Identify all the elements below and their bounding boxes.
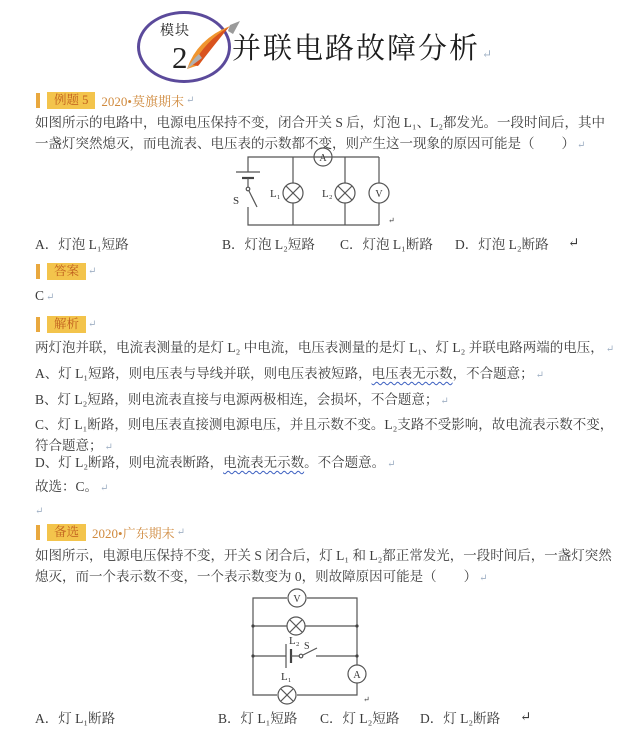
option-d: D．灯 L₂断路 [420, 711, 501, 726]
page-title [232, 26, 494, 67]
answer-section-header [36, 263, 96, 280]
paragraph-mark: ↵ [46, 292, 55, 303]
example-section-header [36, 92, 194, 109]
alt-badge: 备选 [47, 524, 86, 541]
analysis-section-header [36, 316, 96, 333]
paragraph-mark: ↵ [440, 396, 449, 407]
paragraph-mark: ↵ [535, 370, 544, 381]
answer-value [35, 288, 54, 304]
lamp-1-label: L₁ [281, 671, 292, 683]
junction-dot [355, 654, 358, 657]
empty-line [35, 499, 615, 522]
analysis-line-d [35, 452, 615, 475]
paragraph-mark: ↵ [568, 235, 580, 250]
analysis-b-text: B、灯 L₂短路，则电流表直接与电源两极相连，会损坏，不合题意； [35, 392, 439, 407]
switch-label: S [233, 195, 240, 207]
junction-dot [251, 624, 254, 627]
paragraph-mark: ↵ [520, 709, 532, 724]
question-1-text: 如图所示的电路中，电源电压保持不变，闭合开关 S 后，灯泡 L₁、L₂都发光。一段时间后，其中一盏灯突然熄灭，而电流表、电压表的示数都不变，则产生这一现象的原因可能是（ ） [35, 115, 606, 151]
battery-symbol [236, 172, 260, 187]
voltmeter-symbol [369, 183, 389, 203]
example-source: 2020•莫旗期末 [101, 94, 184, 109]
paragraph-mark: ↵ [88, 319, 97, 330]
example-badge: 例题 5 [47, 92, 95, 109]
paragraph-mark: ↵ [479, 573, 488, 584]
battery-symbol [253, 644, 299, 668]
paragraph-mark: ↵ [605, 344, 615, 355]
question-2 [35, 545, 615, 589]
paragraph-mark: ↵ [185, 95, 195, 106]
paragraph-mark: ↵ [482, 47, 495, 61]
analysis-d-pre: D、灯 L₂断路，则电流表断路， [35, 455, 224, 470]
paragraph-mark: ↵ [100, 483, 109, 494]
analysis-conclusion-text: 故选：C。 [35, 479, 99, 494]
junction-dot [355, 624, 358, 627]
option-d: D．灯泡 L₂断路 [455, 237, 549, 252]
analysis-d-post: 。不合题意。 [304, 455, 386, 470]
option-c: C．灯 L₂短路 [320, 711, 400, 726]
option-b: B．灯泡 L₂短路 [222, 237, 315, 252]
module-number: 2 [172, 40, 188, 75]
paragraph-mark: ↵ [577, 140, 586, 151]
page-title-text: 并联电路故障分析 [232, 33, 481, 65]
paragraph-mark: ↵ [104, 442, 113, 453]
voltmeter-symbol [288, 589, 306, 607]
paragraph-mark: ↵ [88, 266, 97, 277]
analysis-d-underlined: 电流表无示数 [223, 455, 305, 470]
switch-symbol [299, 641, 357, 658]
answer-letter: C [35, 288, 45, 303]
section-bar [36, 93, 40, 108]
lamp-2-label: L₂ [289, 635, 300, 647]
question-2-text: 如图所示，电源电压保持不变，开关 S 闭合后，灯 L₁ 和 L₂都正常发光，一段时间后，一盏灯突然熄灭，而一个表示数不变，一个表示数变为 0，则故障原因可能是（ ） [35, 548, 612, 584]
paragraph-mark: ↵ [176, 527, 185, 538]
ammeter-label: A [353, 670, 361, 681]
analysis-a-underlined: 电压表无示数 [371, 366, 453, 381]
voltmeter-label: V [293, 594, 301, 605]
lamp-2-label: L₂ [322, 188, 333, 200]
paragraph-mark: ↵ [387, 459, 396, 470]
module-label: 模块 [160, 24, 190, 39]
switch-symbol [233, 187, 257, 207]
analysis-c-text: C、灯 L₁断路，则电压表直接测电源电压，并且示数不变。L₂支路不受影响，故电流表示数不变，符合题意； [35, 417, 614, 453]
analysis-line-a [35, 363, 615, 386]
lamp-1-symbol [270, 157, 303, 225]
paragraph-mark: ↵ [35, 506, 44, 517]
paragraph-mark: ↵ [363, 695, 370, 704]
ammeter-symbol [348, 665, 366, 683]
section-bar [36, 317, 40, 332]
paragraph-mark: ↵ [388, 216, 395, 225]
analysis-conclusion [35, 476, 615, 499]
junction-dot [251, 654, 254, 657]
lamp-1-symbol [278, 671, 296, 704]
option-b: B．灯 L₁短路 [218, 711, 298, 726]
section-bar [36, 525, 40, 540]
lamp-2-symbol [322, 157, 355, 225]
section-bar [36, 264, 40, 279]
analysis-intro [35, 337, 615, 360]
switch-label: S [304, 641, 310, 652]
alt-source: 2020•广东期末 [92, 526, 175, 541]
analysis-badge: 解析 [47, 316, 86, 333]
lamp-1-label: L₁ [270, 188, 281, 200]
analysis-line-b [35, 389, 615, 412]
analysis-a-post: ，不合题意； [452, 366, 534, 381]
analysis-intro-text: 两灯泡并联，电流表测量的是灯 L₂ 中电流，电压表测量的是灯 L₁、灯 L₂ 并联电路两端的电压， [35, 340, 604, 355]
option-a: A．灯泡 L₁短路 [35, 237, 129, 252]
analysis-a-pre: A、灯 L₁短路，则电压表与导线并联，则电压表被短路， [35, 366, 372, 381]
option-c: C．灯泡 L₁断路 [340, 237, 433, 252]
circuit-diagram-2 [246, 588, 372, 706]
alt-section-header [36, 524, 185, 541]
ammeter-label: A [319, 153, 327, 164]
voltmeter-label: V [375, 189, 383, 200]
option-a: A．灯 L₁断路 [35, 711, 116, 726]
answer-badge: 答案 [47, 263, 86, 280]
circuit-diagram-1 [228, 147, 398, 232]
